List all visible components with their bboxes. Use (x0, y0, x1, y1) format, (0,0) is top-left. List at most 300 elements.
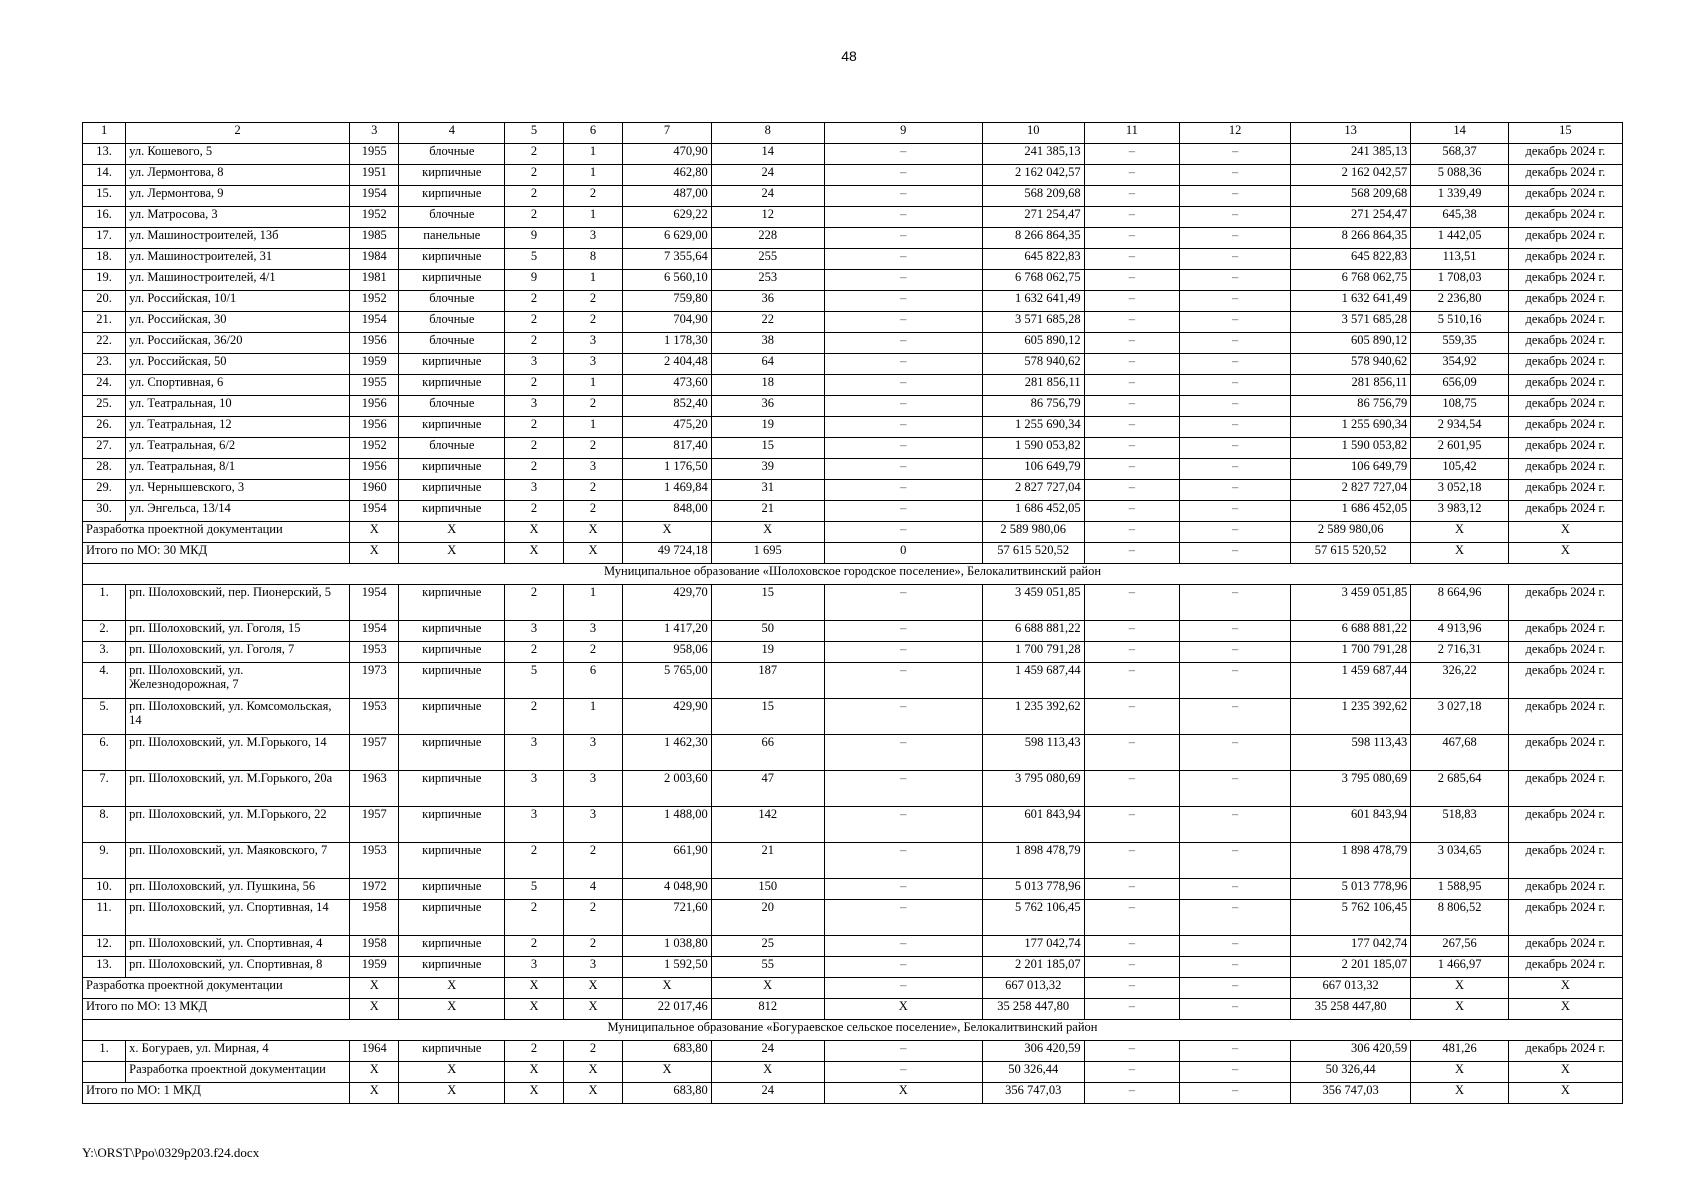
table-row (83, 735, 1623, 771)
cell-c7: 22 017,46 (623, 999, 711, 1020)
cell-c13: 598 113,43 (1291, 735, 1411, 771)
cell-c8: 187 (711, 663, 824, 699)
cell-c14: 5 088,36 (1411, 165, 1509, 186)
cell-c6: X (563, 999, 623, 1020)
cell-c3: 1954 (350, 186, 399, 207)
row-number: 13. (83, 957, 126, 978)
cell-c3: 1953 (350, 699, 399, 735)
table-row (83, 936, 1623, 957)
cell-c5: 2 (505, 375, 564, 396)
cell-c10: 356 747,03 (982, 1083, 1084, 1104)
table-row (83, 333, 1623, 354)
cell-c11: – (1084, 957, 1180, 978)
cell-c11: – (1084, 1062, 1180, 1083)
cell-c13: 35 258 447,80 (1291, 999, 1411, 1020)
address-cell: рп. Шолоховский, ул. Пушкина, 56 (126, 879, 350, 900)
cell-c6: 1 (563, 585, 623, 621)
cell-c7: 852,40 (623, 396, 711, 417)
column-number: 5 (505, 123, 564, 144)
address-cell: рп. Шолоховский, ул. М.Горького, 14 (126, 735, 350, 771)
cell-c14: 645,38 (1411, 207, 1509, 228)
cell-c4: кирпичные (399, 270, 505, 291)
cell-c5: X (505, 978, 564, 999)
cell-c9: – (824, 771, 982, 807)
cell-c10: 50 326,44 (982, 1062, 1084, 1083)
cell-c15: декабрь 2024 г. (1508, 663, 1622, 699)
column-number: 3 (350, 123, 399, 144)
cell-c7: 1 469,84 (623, 480, 711, 501)
cell-c12: – (1180, 957, 1291, 978)
cell-c10: 598 113,43 (982, 735, 1084, 771)
cell-c12: – (1180, 501, 1291, 522)
cell-c9: – (824, 735, 982, 771)
table-row (83, 312, 1623, 333)
cell-c8: 812 (711, 999, 824, 1020)
total-row-label: Итого по МО: 13 МКД (83, 999, 350, 1020)
cell-c5: 3 (505, 480, 564, 501)
cell-c7: 429,70 (623, 585, 711, 621)
cell-c8: 15 (711, 699, 824, 735)
cell-c10: 3 795 080,69 (982, 771, 1084, 807)
row-number: 26. (83, 417, 126, 438)
address-cell: рп. Шолоховский, ул. Гоголя, 7 (126, 642, 350, 663)
cell-c13: 356 747,03 (1291, 1083, 1411, 1104)
table-row (83, 663, 1623, 699)
cell-c7: 487,00 (623, 186, 711, 207)
cell-c8: 14 (711, 144, 824, 165)
cell-c11: – (1084, 333, 1180, 354)
cell-c6: 1 (563, 699, 623, 735)
cell-c3: 1954 (350, 621, 399, 642)
cell-c10: 1 235 392,62 (982, 699, 1084, 735)
cell-c5: 3 (505, 354, 564, 375)
cell-c4: кирпичные (399, 459, 505, 480)
cell-c9: – (824, 807, 982, 843)
cell-c6: X (563, 522, 623, 543)
cell-c15: декабрь 2024 г. (1508, 459, 1622, 480)
cell-c13: 306 420,59 (1291, 1041, 1411, 1062)
design-doc-row-label: Разработка проектной документации (126, 1062, 350, 1083)
cell-c10: 1 632 641,49 (982, 291, 1084, 312)
cell-c3: 1958 (350, 936, 399, 957)
cell-c5: 2 (505, 585, 564, 621)
cell-c14: X (1411, 1083, 1509, 1104)
cell-c15: декабрь 2024 г. (1508, 375, 1622, 396)
cell-c5: X (505, 1062, 564, 1083)
address-cell: рп. Шолоховский, ул. Комсомольская, 14 (126, 699, 350, 735)
cell-c10: 281 856,11 (982, 375, 1084, 396)
row-number: 15. (83, 186, 126, 207)
cell-c13: 3 459 051,85 (1291, 585, 1411, 621)
cell-c6: 2 (563, 186, 623, 207)
cell-c3: 1981 (350, 270, 399, 291)
cell-c3: 1957 (350, 735, 399, 771)
cell-c4: блочные (399, 144, 505, 165)
cell-c9: – (824, 207, 982, 228)
cell-c9: – (824, 270, 982, 291)
cell-c13: 8 266 864,35 (1291, 228, 1411, 249)
column-number: 2 (126, 123, 350, 144)
cell-c6: 2 (563, 900, 623, 936)
cell-c10: 106 649,79 (982, 459, 1084, 480)
cell-c3: X (350, 999, 399, 1020)
cell-c13: 601 843,94 (1291, 807, 1411, 843)
cell-c5: 3 (505, 771, 564, 807)
address-cell: ул. Российская, 36/20 (126, 333, 350, 354)
cell-c8: 12 (711, 207, 824, 228)
cell-c12: – (1180, 1041, 1291, 1062)
cell-c12: – (1180, 807, 1291, 843)
cell-c7: 429,90 (623, 699, 711, 735)
cell-c7: X (623, 978, 711, 999)
cell-c9: – (824, 879, 982, 900)
cell-c12: – (1180, 663, 1291, 699)
cell-c14: 2 685,64 (1411, 771, 1509, 807)
cell-c4: кирпичные (399, 249, 505, 270)
cell-c12: – (1180, 621, 1291, 642)
cell-c14: 518,83 (1411, 807, 1509, 843)
cell-c11: – (1084, 771, 1180, 807)
cell-c10: 306 420,59 (982, 1041, 1084, 1062)
row-number: 9. (83, 843, 126, 879)
cell-c9: – (824, 843, 982, 879)
cell-c15: декабрь 2024 г. (1508, 1041, 1622, 1062)
address-cell: ул. Российская, 50 (126, 354, 350, 375)
cell-c8: 24 (711, 165, 824, 186)
cell-c6: 2 (563, 501, 623, 522)
cell-c14: X (1411, 999, 1509, 1020)
table-row (83, 957, 1623, 978)
cell-c12: – (1180, 699, 1291, 735)
cell-c6: 3 (563, 807, 623, 843)
cell-c5: X (505, 999, 564, 1020)
cell-c9: – (824, 663, 982, 699)
cell-c8: 50 (711, 621, 824, 642)
cell-c12: – (1180, 771, 1291, 807)
cell-c5: 2 (505, 417, 564, 438)
cell-c5: 2 (505, 1041, 564, 1062)
cell-c7: 6 629,00 (623, 228, 711, 249)
cell-c4: панельные (399, 228, 505, 249)
cell-c10: 1 590 053,82 (982, 438, 1084, 459)
cell-c12: – (1180, 843, 1291, 879)
cell-c6: 2 (563, 291, 623, 312)
cell-c10: 6 688 881,22 (982, 621, 1084, 642)
table-row (83, 1041, 1623, 1062)
cell-c12: – (1180, 459, 1291, 480)
row-number: 20. (83, 291, 126, 312)
cell-c6: 2 (563, 642, 623, 663)
table-row (83, 396, 1623, 417)
total-row (83, 543, 1623, 564)
table-row (83, 459, 1623, 480)
cell-c10: 645 822,83 (982, 249, 1084, 270)
cell-c7: 7 355,64 (623, 249, 711, 270)
cell-c8: 253 (711, 270, 824, 291)
cell-c5: 2 (505, 900, 564, 936)
cell-c8: X (711, 1062, 824, 1083)
total-row (83, 999, 1623, 1020)
cell-c10: 1 255 690,34 (982, 417, 1084, 438)
cell-c11: – (1084, 291, 1180, 312)
table-row (83, 621, 1623, 642)
cell-c6: 2 (563, 438, 623, 459)
cell-c5: 2 (505, 165, 564, 186)
cell-c6: 3 (563, 621, 623, 642)
cell-c5: X (505, 543, 564, 564)
column-number: 6 (563, 123, 623, 144)
cell-c8: 255 (711, 249, 824, 270)
cell-c7: 475,20 (623, 417, 711, 438)
cell-c15: X (1508, 1062, 1622, 1083)
cell-c5: 2 (505, 501, 564, 522)
cell-c5: 2 (505, 438, 564, 459)
cell-c10: 601 843,94 (982, 807, 1084, 843)
address-cell: ул. Чернышевского, 3 (126, 480, 350, 501)
cell-c4: кирпичные (399, 1041, 505, 1062)
cell-c14: 568,37 (1411, 144, 1509, 165)
municipality-heading: Муниципальное образование «Шолоховское городское поселение», Белокалитвинский район (83, 564, 1623, 585)
column-number: 8 (711, 123, 824, 144)
cell-c13: 50 326,44 (1291, 1062, 1411, 1083)
cell-c13: 568 209,68 (1291, 186, 1411, 207)
row-number: 13. (83, 144, 126, 165)
cell-c15: декабрь 2024 г. (1508, 312, 1622, 333)
cell-c15: декабрь 2024 г. (1508, 807, 1622, 843)
cell-c6: 3 (563, 771, 623, 807)
cell-c8: 47 (711, 771, 824, 807)
cell-c7: 1 592,50 (623, 957, 711, 978)
cell-c8: 24 (711, 1083, 824, 1104)
cell-c6: 8 (563, 249, 623, 270)
cell-c7: 473,60 (623, 375, 711, 396)
cell-c14: 267,56 (1411, 936, 1509, 957)
address-cell: ул. Театральная, 12 (126, 417, 350, 438)
cell-c3: 1951 (350, 165, 399, 186)
cell-c4: кирпичные (399, 663, 505, 699)
cell-c15: декабрь 2024 г. (1508, 270, 1622, 291)
address-cell: рп. Шолоховский, ул. Спортивная, 4 (126, 936, 350, 957)
cell-c9: – (824, 459, 982, 480)
cell-c6: 2 (563, 843, 623, 879)
cell-c13: 1 632 641,49 (1291, 291, 1411, 312)
cell-c9: – (824, 522, 982, 543)
cell-c6: 3 (563, 354, 623, 375)
design-doc-row (83, 978, 1623, 999)
cell-c15: декабрь 2024 г. (1508, 207, 1622, 228)
cell-c8: 150 (711, 879, 824, 900)
cell-c7: 721,60 (623, 900, 711, 936)
cell-c12: – (1180, 735, 1291, 771)
cell-c12: – (1180, 207, 1291, 228)
table-row (83, 843, 1623, 879)
row-number: 14. (83, 165, 126, 186)
cell-c10: 1 459 687,44 (982, 663, 1084, 699)
cell-c13: 106 649,79 (1291, 459, 1411, 480)
cell-c9: X (824, 1083, 982, 1104)
cell-c14: 1 339,49 (1411, 186, 1509, 207)
cell-c14: 3 034,65 (1411, 843, 1509, 879)
cell-c13: 2 589 980,06 (1291, 522, 1411, 543)
cell-c9: – (824, 249, 982, 270)
cell-c9: – (824, 312, 982, 333)
address-cell: ул. Энгельса, 13/14 (126, 501, 350, 522)
cell-c4: блочные (399, 207, 505, 228)
cell-c13: 578 940,62 (1291, 354, 1411, 375)
cell-c9: – (824, 165, 982, 186)
cell-c11: – (1084, 396, 1180, 417)
cell-c13: 2 162 042,57 (1291, 165, 1411, 186)
cell-c4: блочные (399, 312, 505, 333)
cell-c3: 1960 (350, 480, 399, 501)
cell-c11: – (1084, 936, 1180, 957)
cell-c14: 4 913,96 (1411, 621, 1509, 642)
column-number: 14 (1411, 123, 1509, 144)
cell-c9: – (824, 354, 982, 375)
cell-c14: 354,92 (1411, 354, 1509, 375)
table-row (83, 375, 1623, 396)
cell-c12: – (1180, 270, 1291, 291)
cell-c14: 108,75 (1411, 396, 1509, 417)
cell-c11: – (1084, 249, 1180, 270)
cell-c5: X (505, 1083, 564, 1104)
cell-c14: 113,51 (1411, 249, 1509, 270)
municipality-heading-row (83, 564, 1623, 585)
cell-c3: 1956 (350, 417, 399, 438)
cell-c6: 3 (563, 228, 623, 249)
cell-c5: 2 (505, 291, 564, 312)
cell-c7: 1 176,50 (623, 459, 711, 480)
cell-c6: 3 (563, 459, 623, 480)
cell-c7: 5 765,00 (623, 663, 711, 699)
cell-c14: 326,22 (1411, 663, 1509, 699)
cell-c3: 1959 (350, 354, 399, 375)
cell-c14: 1 466,97 (1411, 957, 1509, 978)
cell-c13: 645 822,83 (1291, 249, 1411, 270)
cell-c8: 15 (711, 585, 824, 621)
row-number: 8. (83, 807, 126, 843)
table-row (83, 699, 1623, 735)
design-doc-row-label: Разработка проектной документации (83, 522, 350, 543)
address-cell: рп. Шолоховский, пер. Пионерский, 5 (126, 585, 350, 621)
cell-c12: – (1180, 186, 1291, 207)
row-number: 5. (83, 699, 126, 735)
cell-c12: – (1180, 522, 1291, 543)
cell-c4: блочные (399, 396, 505, 417)
cell-c9: – (824, 957, 982, 978)
cell-c5: 5 (505, 249, 564, 270)
row-number: 27. (83, 438, 126, 459)
cell-c7: 1 178,30 (623, 333, 711, 354)
cell-c15: X (1508, 999, 1622, 1020)
cell-c13: 667 013,32 (1291, 978, 1411, 999)
cell-c4: блочные (399, 291, 505, 312)
cell-c9: – (824, 1041, 982, 1062)
cell-c4: кирпичные (399, 480, 505, 501)
cell-c4: X (399, 1062, 505, 1083)
cell-c11: – (1084, 459, 1180, 480)
cell-c4: кирпичные (399, 900, 505, 936)
cell-c3: 1954 (350, 501, 399, 522)
address-cell: ул. Театральная, 8/1 (126, 459, 350, 480)
cell-c12: – (1180, 249, 1291, 270)
empty-cell (83, 1062, 126, 1083)
cell-c14: 2 934,54 (1411, 417, 1509, 438)
table-row (83, 771, 1623, 807)
cell-c9: – (824, 417, 982, 438)
cell-c9: – (824, 1062, 982, 1083)
address-cell: х. Богураев, ул. Мирная, 4 (126, 1041, 350, 1062)
cell-c10: 86 756,79 (982, 396, 1084, 417)
address-cell: ул. Спортивная, 6 (126, 375, 350, 396)
cell-c11: – (1084, 978, 1180, 999)
cell-c13: 6 768 062,75 (1291, 270, 1411, 291)
cell-c13: 6 688 881,22 (1291, 621, 1411, 642)
cell-c4: кирпичные (399, 585, 505, 621)
cell-c8: 55 (711, 957, 824, 978)
cell-c9: – (824, 186, 982, 207)
cell-c11: – (1084, 438, 1180, 459)
row-number: 28. (83, 459, 126, 480)
cell-c4: кирпичные (399, 699, 505, 735)
table-row (83, 807, 1623, 843)
cell-c5: 2 (505, 642, 564, 663)
cell-c15: декабрь 2024 г. (1508, 249, 1622, 270)
cell-c13: 1 686 452,05 (1291, 501, 1411, 522)
cell-c15: декабрь 2024 г. (1508, 333, 1622, 354)
cell-c12: – (1180, 228, 1291, 249)
cell-c8: 1 695 (711, 543, 824, 564)
cell-c15: декабрь 2024 г. (1508, 186, 1622, 207)
row-number: 2. (83, 621, 126, 642)
cell-c6: 4 (563, 879, 623, 900)
cell-c14: 8 806,52 (1411, 900, 1509, 936)
address-cell: рп. Шолоховский, ул. М.Горького, 22 (126, 807, 350, 843)
design-doc-row (83, 1062, 1623, 1083)
cell-c15: декабрь 2024 г. (1508, 585, 1622, 621)
table-row (83, 585, 1623, 621)
cell-c15: X (1508, 1083, 1622, 1104)
cell-c3: 1985 (350, 228, 399, 249)
cell-c4: кирпичные (399, 642, 505, 663)
cell-c7: 848,00 (623, 501, 711, 522)
cell-c7: 1 462,30 (623, 735, 711, 771)
cell-c9: – (824, 585, 982, 621)
cell-c12: – (1180, 438, 1291, 459)
cell-c6: 1 (563, 207, 623, 228)
cell-c8: 36 (711, 396, 824, 417)
cell-c9: X (824, 999, 982, 1020)
cell-c15: декабрь 2024 г. (1508, 417, 1622, 438)
column-number: 11 (1084, 123, 1180, 144)
cell-c3: 1952 (350, 207, 399, 228)
cell-c13: 5 762 106,45 (1291, 900, 1411, 936)
cell-c13: 3 795 080,69 (1291, 771, 1411, 807)
column-number: 15 (1508, 123, 1622, 144)
cell-c7: 4 048,90 (623, 879, 711, 900)
column-number: 10 (982, 123, 1084, 144)
cell-c3: 1953 (350, 642, 399, 663)
total-row (83, 1083, 1623, 1104)
cell-c10: 1 898 478,79 (982, 843, 1084, 879)
cell-c15: X (1508, 978, 1622, 999)
cell-c9: – (824, 699, 982, 735)
cell-c5: 9 (505, 270, 564, 291)
cell-c5: 2 (505, 936, 564, 957)
cell-c9: – (824, 936, 982, 957)
cell-c8: 21 (711, 843, 824, 879)
cell-c10: 1 700 791,28 (982, 642, 1084, 663)
